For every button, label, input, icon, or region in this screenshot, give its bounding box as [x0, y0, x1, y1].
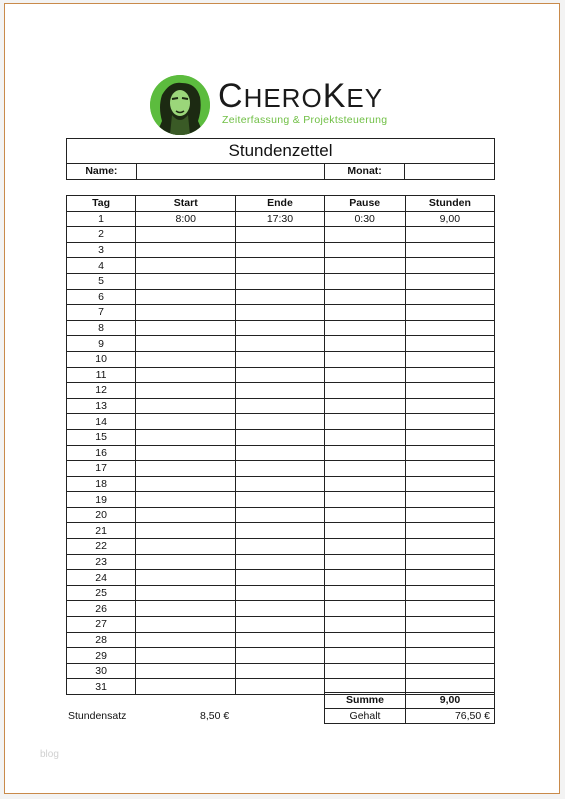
day-cell: 18	[67, 476, 136, 492]
end-cell[interactable]	[236, 663, 324, 679]
start-cell[interactable]	[136, 227, 236, 243]
column-header-hours: Stunden	[405, 196, 494, 212]
table-row	[67, 398, 495, 414]
end-cell[interactable]	[236, 227, 324, 243]
end-cell[interactable]	[236, 367, 324, 383]
start-cell[interactable]	[136, 429, 236, 445]
start-cell[interactable]	[136, 601, 236, 617]
start-cell[interactable]	[136, 585, 236, 601]
hours-cell[interactable]	[405, 648, 494, 664]
sum-label: Summe	[325, 693, 406, 709]
hours-cell[interactable]	[405, 632, 494, 648]
break-cell[interactable]: 0:30	[324, 211, 405, 227]
break-cell[interactable]	[324, 258, 405, 274]
day-cell: 30	[67, 663, 136, 679]
start-cell[interactable]	[136, 383, 236, 399]
start-cell[interactable]	[136, 273, 236, 289]
day-cell: 29	[67, 648, 136, 664]
brand-name: CHEROKEY	[218, 77, 384, 115]
end-cell[interactable]	[236, 258, 324, 274]
start-cell[interactable]: 8:00	[136, 211, 236, 227]
end-cell[interactable]	[236, 476, 324, 492]
day-cell: 14	[67, 414, 136, 430]
day-cell: 22	[67, 539, 136, 555]
table-row	[67, 523, 495, 539]
sum-value: 9,00	[406, 693, 495, 709]
break-cell[interactable]	[324, 523, 405, 539]
hours-cell[interactable]	[405, 398, 494, 414]
month-label: Monat:	[324, 164, 405, 180]
end-cell[interactable]	[236, 273, 324, 289]
table-row	[67, 211, 495, 227]
start-cell[interactable]	[136, 492, 236, 508]
end-cell[interactable]	[236, 492, 324, 508]
hours-cell[interactable]	[405, 476, 494, 492]
hours-cell[interactable]	[405, 351, 494, 367]
table-row	[67, 617, 495, 633]
hours-cell[interactable]	[405, 320, 494, 336]
table-row	[67, 367, 495, 383]
table-row	[67, 258, 495, 274]
table-row	[67, 507, 495, 523]
hours-cell[interactable]	[405, 461, 494, 477]
end-cell[interactable]	[236, 585, 324, 601]
table-row	[67, 320, 495, 336]
column-header-day: Tag	[67, 196, 136, 212]
day-cell: 19	[67, 492, 136, 508]
break-cell[interactable]	[324, 398, 405, 414]
day-cell: 8	[67, 320, 136, 336]
day-cell: 16	[67, 445, 136, 461]
hours-cell[interactable]: 9,00	[405, 211, 494, 227]
start-cell[interactable]	[136, 507, 236, 523]
salary-label: Gehalt	[325, 708, 406, 724]
break-cell[interactable]	[324, 367, 405, 383]
name-label: Name:	[67, 164, 137, 180]
end-cell[interactable]	[236, 383, 324, 399]
table-row	[67, 632, 495, 648]
end-cell[interactable]	[236, 336, 324, 352]
day-cell: 9	[67, 336, 136, 352]
column-header-break: Pause	[324, 196, 405, 212]
table-row	[67, 242, 495, 258]
start-cell[interactable]	[136, 289, 236, 305]
hours-cell[interactable]	[405, 383, 494, 399]
table-row	[67, 383, 495, 399]
break-cell[interactable]	[324, 554, 405, 570]
end-cell[interactable]	[236, 445, 324, 461]
day-cell: 5	[67, 273, 136, 289]
break-cell[interactable]	[324, 648, 405, 664]
end-cell[interactable]	[236, 461, 324, 477]
start-cell[interactable]	[136, 305, 236, 321]
table-row	[67, 305, 495, 321]
start-cell[interactable]	[136, 648, 236, 664]
table-row	[67, 476, 495, 492]
start-cell[interactable]	[136, 523, 236, 539]
end-cell[interactable]	[236, 289, 324, 305]
start-cell[interactable]	[136, 554, 236, 570]
start-cell[interactable]	[136, 632, 236, 648]
end-cell[interactable]	[236, 398, 324, 414]
start-cell[interactable]	[136, 461, 236, 477]
break-cell[interactable]	[324, 507, 405, 523]
end-cell[interactable]	[236, 554, 324, 570]
table-row	[67, 351, 495, 367]
day-cell: 11	[67, 367, 136, 383]
day-cell: 6	[67, 289, 136, 305]
name-field[interactable]	[136, 164, 324, 180]
end-cell[interactable]	[236, 523, 324, 539]
start-cell[interactable]	[136, 679, 236, 695]
hours-cell[interactable]	[405, 601, 494, 617]
break-cell[interactable]	[324, 570, 405, 586]
hours-cell[interactable]	[405, 227, 494, 243]
day-cell: 1	[67, 211, 136, 227]
start-cell[interactable]	[136, 476, 236, 492]
day-cell: 20	[67, 507, 136, 523]
table-row	[67, 336, 495, 352]
day-cell: 21	[67, 523, 136, 539]
hourly-rate-label: Stundensatz	[68, 710, 127, 722]
table-row	[67, 289, 495, 305]
hourly-rate-value: 8,50 €	[200, 710, 230, 722]
break-cell[interactable]	[324, 585, 405, 601]
hours-cell[interactable]	[405, 258, 494, 274]
table-row	[67, 539, 495, 555]
table-row	[67, 445, 495, 461]
hours-cell[interactable]	[405, 445, 494, 461]
end-cell[interactable]	[236, 320, 324, 336]
day-cell: 25	[67, 585, 136, 601]
day-cell: 10	[67, 351, 136, 367]
break-cell[interactable]	[324, 305, 405, 321]
column-header-start: Start	[136, 196, 236, 212]
end-cell[interactable]	[236, 507, 324, 523]
start-cell[interactable]	[136, 351, 236, 367]
day-cell: 15	[67, 429, 136, 445]
hours-cell[interactable]	[405, 305, 494, 321]
hours-cell[interactable]	[405, 663, 494, 679]
end-cell[interactable]	[236, 570, 324, 586]
sheet-header	[66, 138, 495, 180]
break-cell[interactable]	[324, 461, 405, 477]
table-row	[67, 461, 495, 477]
end-cell[interactable]	[236, 617, 324, 633]
table-row	[67, 429, 495, 445]
day-cell: 3	[67, 242, 136, 258]
hours-cell[interactable]	[405, 336, 494, 352]
end-cell[interactable]	[236, 351, 324, 367]
start-cell[interactable]	[136, 539, 236, 555]
break-cell[interactable]	[324, 273, 405, 289]
end-cell[interactable]	[236, 242, 324, 258]
end-cell[interactable]	[236, 414, 324, 430]
day-cell: 12	[67, 383, 136, 399]
day-cell: 7	[67, 305, 136, 321]
break-cell[interactable]	[324, 663, 405, 679]
brand-tagline: Zeiterfassung & Projektsteuerung	[222, 114, 388, 126]
break-cell[interactable]	[324, 617, 405, 633]
hours-cell[interactable]	[405, 367, 494, 383]
end-cell[interactable]	[236, 632, 324, 648]
table-row	[67, 648, 495, 664]
hours-cell[interactable]	[405, 539, 494, 555]
start-cell[interactable]	[136, 367, 236, 383]
start-cell[interactable]	[136, 414, 236, 430]
break-cell[interactable]	[324, 289, 405, 305]
break-cell[interactable]	[324, 336, 405, 352]
hours-cell[interactable]	[405, 492, 494, 508]
sheet-title: Stundenzettel	[67, 139, 495, 164]
table-row	[67, 554, 495, 570]
end-cell[interactable]	[236, 305, 324, 321]
day-cell: 26	[67, 601, 136, 617]
table-row	[67, 663, 495, 679]
break-cell[interactable]	[324, 445, 405, 461]
hours-cell[interactable]	[405, 570, 494, 586]
start-cell[interactable]	[136, 663, 236, 679]
table-row	[67, 492, 495, 508]
totals-table	[324, 692, 495, 724]
break-cell[interactable]	[324, 632, 405, 648]
day-cell: 28	[67, 632, 136, 648]
end-cell[interactable]	[236, 429, 324, 445]
break-cell[interactable]	[324, 476, 405, 492]
start-cell[interactable]	[136, 336, 236, 352]
start-cell[interactable]	[136, 617, 236, 633]
hours-cell[interactable]	[405, 617, 494, 633]
start-cell[interactable]	[136, 445, 236, 461]
break-cell[interactable]	[324, 351, 405, 367]
start-cell[interactable]	[136, 242, 236, 258]
time-table	[66, 195, 495, 695]
end-cell[interactable]: 17:30	[236, 211, 324, 227]
hours-cell[interactable]	[405, 414, 494, 430]
start-cell[interactable]	[136, 398, 236, 414]
hours-cell[interactable]	[405, 523, 494, 539]
watermark: blog	[40, 749, 59, 760]
hours-cell[interactable]	[405, 554, 494, 570]
table-row	[67, 273, 495, 289]
end-cell[interactable]	[236, 648, 324, 664]
hours-cell[interactable]	[405, 273, 494, 289]
day-cell: 17	[67, 461, 136, 477]
day-cell: 31	[67, 679, 136, 695]
day-cell: 24	[67, 570, 136, 586]
native-portrait-logo-icon	[150, 75, 210, 135]
hours-cell[interactable]	[405, 507, 494, 523]
break-cell[interactable]	[324, 492, 405, 508]
table-row	[67, 227, 495, 243]
table-row	[67, 601, 495, 617]
hours-cell[interactable]	[405, 585, 494, 601]
break-cell[interactable]	[324, 383, 405, 399]
salary-value: 76,50 €	[406, 708, 495, 724]
day-cell: 27	[67, 617, 136, 633]
day-cell: 4	[67, 258, 136, 274]
day-cell: 23	[67, 554, 136, 570]
hours-cell[interactable]	[405, 289, 494, 305]
hours-cell[interactable]	[405, 242, 494, 258]
day-cell: 2	[67, 227, 136, 243]
start-cell[interactable]	[136, 258, 236, 274]
month-field[interactable]	[405, 164, 495, 180]
hours-cell[interactable]	[405, 429, 494, 445]
break-cell[interactable]	[324, 414, 405, 430]
start-cell[interactable]	[136, 320, 236, 336]
break-cell[interactable]	[324, 320, 405, 336]
end-cell[interactable]	[236, 539, 324, 555]
end-cell[interactable]	[236, 601, 324, 617]
table-row	[67, 414, 495, 430]
break-cell[interactable]	[324, 242, 405, 258]
break-cell[interactable]	[324, 227, 405, 243]
break-cell[interactable]	[324, 539, 405, 555]
table-row	[67, 570, 495, 586]
break-cell[interactable]	[324, 429, 405, 445]
day-cell: 13	[67, 398, 136, 414]
table-row	[67, 585, 495, 601]
end-cell[interactable]	[236, 679, 324, 695]
column-header-end: Ende	[236, 196, 324, 212]
start-cell[interactable]	[136, 570, 236, 586]
break-cell[interactable]	[324, 601, 405, 617]
